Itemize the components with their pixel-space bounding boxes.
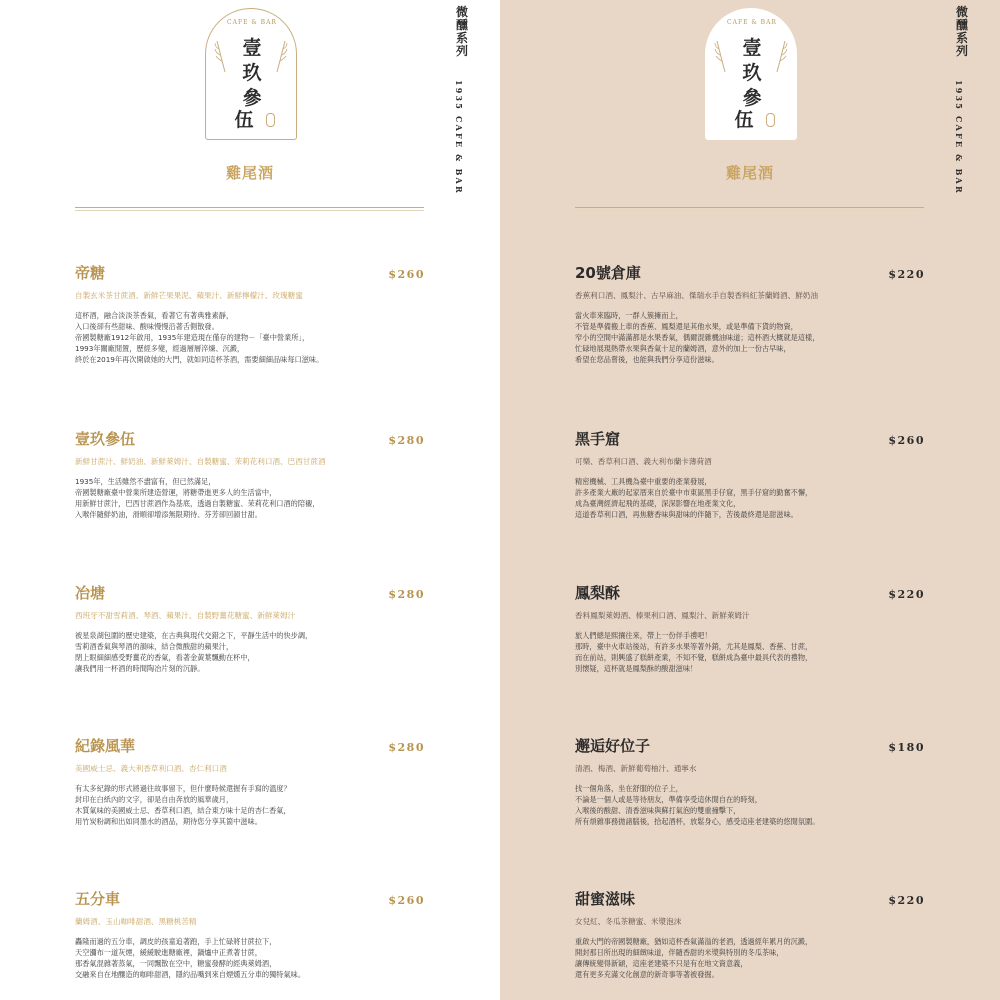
description-line: 旅人們總是熙攘往來，帶上一份伴手禮吧！ xyxy=(575,631,712,640)
item-price: $280 xyxy=(388,588,425,601)
item-price: $280 xyxy=(388,741,425,754)
menu-item xyxy=(75,430,425,520)
description-line: 木質氣味的美國威士忌、香草利口酒，結合東方味十足的杏仁香氣， xyxy=(75,806,291,815)
seal-icon xyxy=(766,113,775,127)
description-line: 轟隆而過的五分車，調皮的孩童追著跑，手上忙碌將甘蔗拉下， xyxy=(75,937,277,946)
description-line: 重啟大門的帝國製糖廠，猶如這杯香氣滿溢的老酒，透過經年累月的沉澱， xyxy=(575,937,813,946)
menu-item xyxy=(575,430,925,520)
menu-item xyxy=(575,890,925,980)
item-price: $260 xyxy=(388,894,425,907)
description-line: 終於在2019年再次開啟她的大門，就如同這杯茶酒，需要細細品味每口滋味。 xyxy=(75,355,324,364)
vertical-brand-subtitle: 1935 CAFE & BAR xyxy=(454,80,464,195)
logo-char: 壹 xyxy=(242,37,262,59)
item-price: $220 xyxy=(888,894,925,907)
description-line: 當火車來臨時，一群人簇擁而上， xyxy=(575,311,683,320)
description-line: 精密機械、工具機為臺中重要的產業發展， xyxy=(575,477,712,486)
logo-char: 玖 xyxy=(742,62,762,84)
item-price: $220 xyxy=(888,268,925,281)
description-line: 1993年關廠閒置，歷經多變，經過層層淬煉、沉澱， xyxy=(75,344,245,353)
vertical-series-title: 微醺系列 xyxy=(955,5,968,58)
logo-char: 壹 xyxy=(742,37,762,59)
description-line: 所有煩雜事務拋諸腦後，拾起酒杯，放鬆身心，感受這座老建築的悠閒氛圍。 xyxy=(575,817,820,826)
description-line: 有太多紀錄的形式將過往故事留下，但什麼時候還握有手寫的溫度？ xyxy=(75,784,291,793)
description-line: 入喉伴隨鮮奶油，滑順卻增添無限期待、芬芳卻回韻甘甜。 xyxy=(75,510,262,519)
seal-icon xyxy=(266,113,275,127)
section-divider xyxy=(575,207,924,211)
section-title: 雞尾酒 xyxy=(225,164,274,182)
description-line: 雪莉酒香氣與琴酒的韻味，結合微酸甜的蘋果汁， xyxy=(75,642,234,651)
item-price: $260 xyxy=(888,434,925,447)
description-line: 封印在白紙內的文字，卻是自由奔放的風華歲月， xyxy=(75,795,234,804)
menu-item xyxy=(575,737,925,827)
description-line: 別懷疑，這杯就是鳳梨酥的酸甜滋味！ xyxy=(575,664,698,673)
description-line: 不管是準備搬上車的香蕉、鳳梨還是其他水果，或是準備下貨的物資， xyxy=(575,322,798,331)
item-name: 冶塘 xyxy=(75,584,106,602)
menu-page-right xyxy=(500,0,1000,1000)
item-ingredients: 西班牙不甜雪莉酒、琴酒、蘋果汁、自製野薑花糖蜜、新鮮萊姆汁 xyxy=(75,611,296,620)
item-description xyxy=(575,783,925,827)
item-ingredients: 自製玄米茶甘蔗酒、新鮮芒果果泥、蘋果汁、新鮮檸檬汁、玫瑰糖蜜 xyxy=(75,291,303,300)
item-description xyxy=(75,476,425,520)
item-name: 黑手窟 xyxy=(575,430,621,448)
section-divider xyxy=(75,207,424,211)
item-name: 20號倉庫 xyxy=(575,264,641,282)
description-line: 用新鮮甘蔗汁，巴西甘蔗酒作為基底，透過自製糖蜜、茉莉花利口酒的陪襯， xyxy=(75,499,320,508)
description-line: 這道香草利口酒，再焦糖香味與甜味的伴隨下，苦後最終還是甜滋味。 xyxy=(575,510,798,519)
description-line: 閉上眼細細感受野薑花的香氣，看著金黃葉飄動在杯中， xyxy=(75,653,255,662)
logo-char: 參 xyxy=(742,87,762,109)
description-line: 這杯酒，融合淡淡茶香氣，看著它有著典雅素靜， xyxy=(75,311,234,320)
section-title: 雞尾酒 xyxy=(725,164,774,182)
item-name: 紀錄風華 xyxy=(75,737,136,755)
description-line: 1935年，生活雖然不盡富有，但已然滿足， xyxy=(75,477,216,486)
description-line: 那時，臺中火車站後站，有許多水果等著外銷，尤其是鳳梨、香蕉、甘蔗， xyxy=(575,642,813,651)
item-ingredients: 香料鳳梨萊姆酒、榛果利口酒、鳳梨汁、新鮮萊姆汁 xyxy=(575,611,750,620)
logo-char: 參 xyxy=(242,87,262,109)
description-line: 找一個角落，坐在舒服的位子上， xyxy=(575,784,683,793)
vertical-series-title: 微醺系列 xyxy=(455,5,468,58)
item-description xyxy=(575,936,925,980)
description-line: 讓傳統變得新穎，這座老建築不只是有在地文資意義， xyxy=(575,959,748,968)
description-line: 帝國製糖廠臺中營業所建造營運，將糖帶進更多人的生活當中， xyxy=(75,488,277,497)
item-description xyxy=(75,630,425,674)
vertical-brand-subtitle: 1935 CAFE & BAR xyxy=(954,80,964,195)
brand-logo xyxy=(205,8,297,140)
brand-logo xyxy=(705,8,797,140)
item-price: $180 xyxy=(888,741,925,754)
item-ingredients: 新鮮甘蔗汁、鮮奶油、新鮮萊姆汁、自製糖蜜、茉莉花利口酒、巴西甘蔗酒 xyxy=(75,457,326,466)
description-line: 忙碌地展現熱帶水果與香氣十足的蘭姆酒，意外的加上一份古早味， xyxy=(575,344,791,353)
item-description xyxy=(575,630,925,674)
menu-item xyxy=(75,737,425,827)
item-ingredients: 女兒紅、冬瓜茶糖蜜、米漿泡沫 xyxy=(575,917,682,926)
item-ingredients: 香蕉利口酒、鳳梨汁、古早麻油、傑瑞水手自製香料紅茶蘭姆酒、鮮奶油 xyxy=(575,291,818,300)
item-price: $220 xyxy=(888,588,925,601)
menu-item xyxy=(75,584,425,674)
menu-item xyxy=(75,264,425,365)
item-name: 甜蜜滋味 xyxy=(575,890,636,908)
logo-arc-text: CAFE & BAR xyxy=(727,19,777,26)
item-ingredients: 蘭姆酒、玉山咖啡甜酒、黑糖桃苦精 xyxy=(75,917,197,926)
description-line: 用竹炭粉調和出如同墨水的酒品，期待您分享其箇中滋味。 xyxy=(75,817,262,826)
item-price: $260 xyxy=(388,268,425,281)
logo-arc-text: CAFE & BAR xyxy=(227,19,277,26)
description-line: 不論是一個人或是等待朋友，準備享受這休閒自在的時刻， xyxy=(575,795,762,804)
menu-item xyxy=(575,264,925,365)
menu-item xyxy=(575,584,925,674)
description-line: 被星泉湖包圍的歷史建築，在古典與現代交錯之下，平靜生活中的快步調， xyxy=(75,631,313,640)
description-line: 交融來自在地釀造的咖啡甜酒，隱約品嘴到來自煙燻五分車的獨特氣味。 xyxy=(75,970,306,979)
description-line: 許多產業大廠的起家厝來自於臺中市東區黑手仔窟，黑手仔窟的勤奮不懈， xyxy=(575,488,813,497)
description-line: 還有更多充滿文化創意的新奇事等著被發掘。 xyxy=(575,970,719,979)
item-description xyxy=(75,783,425,827)
description-line: 那香氣混雜著蒸氣，一同飄散在空中，糖蜜發酵的經典萊姆酒， xyxy=(75,959,277,968)
logo-char: 玖 xyxy=(242,62,262,84)
item-name: 壹玖參伍 xyxy=(75,430,136,448)
item-description xyxy=(575,310,925,365)
logo-char: 伍 xyxy=(234,109,254,131)
description-line: 入口後卻有些甜味、酸味慢慢沿著舌側散發。 xyxy=(75,322,219,331)
item-price: $280 xyxy=(388,434,425,447)
item-description xyxy=(75,310,425,365)
description-line: 讓我們用一杯酒的時間陶冶片刻的沉靜。 xyxy=(75,664,205,673)
item-name: 邂逅好位子 xyxy=(575,737,651,755)
menu-item xyxy=(75,890,425,980)
description-line: 而在前站，則興盛了糕餅產業，不知不覺，糕餅成為臺中最具代表的禮物， xyxy=(575,653,813,662)
item-ingredients: 清酒、梅酒、新鮮葡萄柚汁、通寧水 xyxy=(575,764,697,773)
item-ingredients: 美國威士忌、義大利香草利口酒、杏仁利口酒 xyxy=(75,764,227,773)
description-line: 希望在您品嘗後，也能與我們分享這份滋味。 xyxy=(575,355,719,364)
description-line: 開封那日所出現的細緻味道，伴隨香甜的米漿與特別的冬瓜茶味， xyxy=(575,948,784,957)
item-name: 帝糖 xyxy=(75,264,106,282)
logo-char: 伍 xyxy=(734,109,754,131)
item-description xyxy=(75,936,425,980)
description-line: 成為臺灣經濟起飛的基礎，深深影響在地產業文化， xyxy=(575,499,741,508)
description-line: 入喉後的酸甜、清香滋味與蘇打氣泡的雙重撞擊下， xyxy=(575,806,741,815)
item-name: 五分車 xyxy=(75,890,121,908)
description-line: 天空瀰布一道灰煙，緩緩駛進糖廠裡，鍋爐中正煮著甘蔗， xyxy=(75,948,262,957)
item-ingredients: 可樂、香草利口酒、義大利布蘭卡薄荷酒 xyxy=(575,457,712,466)
item-name: 鳳梨酥 xyxy=(575,584,621,602)
item-description xyxy=(575,476,925,520)
description-line: 帝國製糖廠1912年啟用，1935年建造現在僅存的建物－「臺中營業所」， xyxy=(75,333,310,342)
description-line: 窄小的空間中滿滿都是水果香氣，偶爾混雜機油味道；這杯酒大概就是這樣， xyxy=(575,333,820,342)
